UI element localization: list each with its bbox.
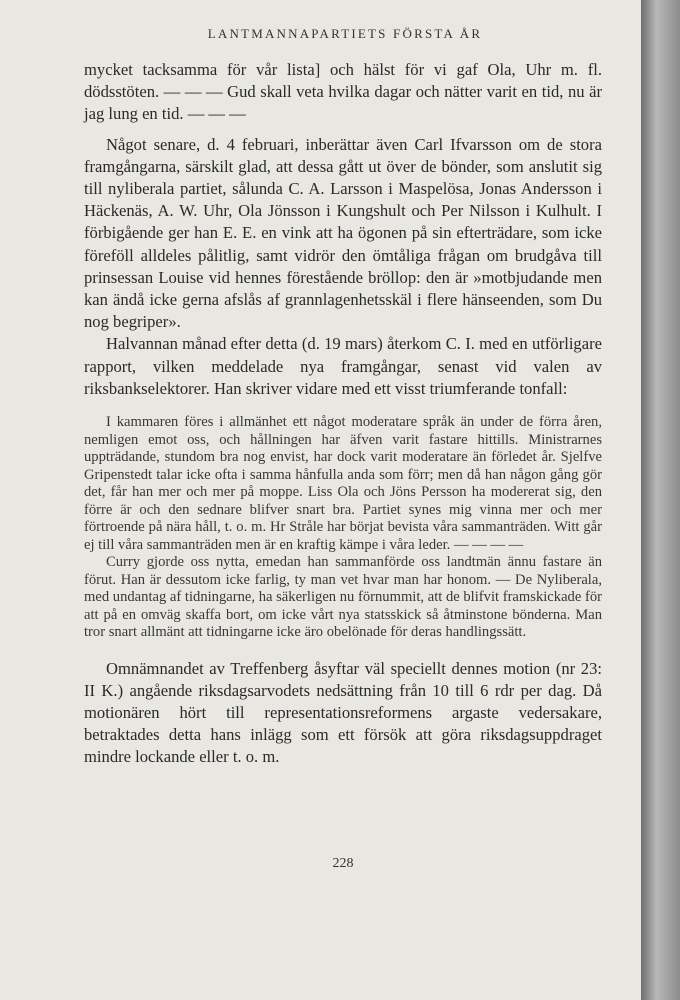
paragraph: Något senare, d. 4 februari, inberättar även Carl Ifvarsson om de stora framgångarna, särskilt glad, att dessa gått ut över de bönder, som anslutit sig till nyliberala partiet, sålunda C. A. Larsson i Maspelösa, Jonas Andersson i Häckenäs, A. W. Uhr, Ola Jönsson i Kungshult och Per Nilsson i Kulhult. I förbigående ger han E. E. en vink att ha ögonen på sin efterträdare, som icke föreföll alldeles pålitlig, samt vidrör den ömtåliga frågan om brudgåva till prinsessan Louise vid hennes förestående bröllop: den är »motbjudande men kan ändå icke gerna afslås af grannlagenhetsskäl i flere hänseenden, som Du nog begriper». xyxy=(84,134,602,332)
quote-paragraph: I kammaren föres i allmänhet ett något moderatare språk än under de förra åren, nemligen emot oss, och hållningen har äfven varit fastare hittills. Ministrarnes uppträdande, stundom bra nog envist, har dock varit moderatare än förledet år. Sjelfve Gripenstedt talar icke ofta i samma hånfulla anda som förr; men då han någon gång gör det, får han mer och mer på moppe. Liss Ola och Jöns Persson ha modererat sig, den förre är och den sednare blifver snart bra. Partiet synes mig vinna mer och mer förtroende på nära håll, t. o. m. Hr Stråle har börjat bevista våra sammanträden. Witt går ej till våra sammanträden men är en kraftig kämpe i våra leder. — — — — xyxy=(84,414,602,553)
running-head: LANTMANNAPARTIETS FÖRSTA ÅR xyxy=(207,26,483,41)
quote-paragraph: Curry gjorde oss nytta, emedan han sammanförde oss landtmän ännu fastare än förut. Han är dessutom icke farlig, ty man vet hvar man har honom. — De Nyliberala, med undantag af tidningarne, ha säkerligen nu förnummit, att de blifvit framskickade för att på en omväg skaffa bort, om icke vårt nya statsskick så åtminstone bönderna. Man tror snart allmänt att tidningarne icke äro obelönade för deras handlingssätt. xyxy=(84,554,602,641)
page-content xyxy=(84,26,602,871)
book-gutter xyxy=(641,0,680,1000)
paragraph: Omnämnandet av Treffenberg åsyftar väl speciellt dennes motion (nr 23: II K.) angående riksdagsarvodets nedsättning från 10 till 6 rdr per dag. Då motionären hört till representationsreformens argaste vedersakare, betraktades detta hans inlägg som ett försök att göra riksdagsuppdraget mindre lockande eller t. o. m. xyxy=(84,658,602,767)
page-number: 228 xyxy=(332,856,354,871)
paragraph-continued: mycket tacksamma för vår lista] och hälst för vi gaf Ola, Uhr m. fl. dödsstöten. — — — Gud skall veta hvilka dagar och nätter varit en tid, nu är jag lung en tid. — — — xyxy=(84,60,602,124)
block-quote xyxy=(84,414,602,642)
paragraph: Halvannan månad efter detta (d. 19 mars) återkom C. I. med en utförligare rapport, vilken meddelade nya framgångar, senast vid valen av riksbankselektorer. Han skriver vidare med ett visst triumferande tonfall: xyxy=(84,334,602,398)
